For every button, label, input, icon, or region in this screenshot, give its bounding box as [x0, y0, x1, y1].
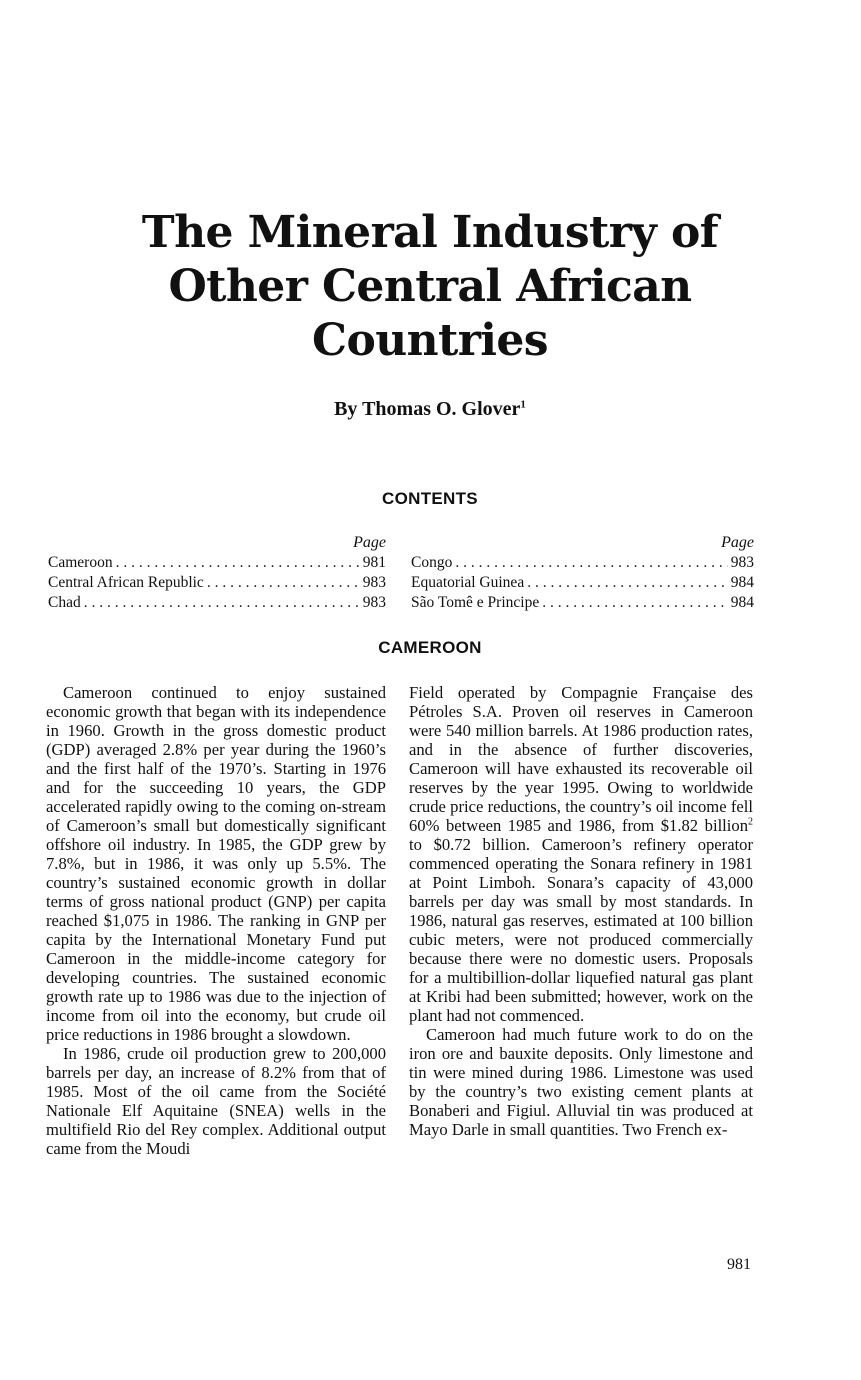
author-byline [180, 398, 680, 421]
dot-leader [116, 553, 360, 573]
page-title [80, 206, 780, 368]
text-column-left [46, 683, 386, 1158]
contents-entry-name: Cameroon [48, 554, 113, 571]
contents-entry-name: Equatorial Guinea [411, 574, 525, 591]
contents-entry[interactable] [48, 573, 386, 593]
page-column-label: Page [353, 534, 386, 551]
paragraph-text: Field operated by Compagnie Française des Pétroles S.A. Proven oil reserves in Cameroon were 540 million barrels. At 1986 production rates, and in the absence of further discoveries, Cameroon will have exhausted its recoverable oil reserves by the year 1995. Owing to worldwide crude price reductions, the country’s oil income fell 60% between 1985 and 1986, from $1.82 billion [409, 683, 753, 835]
dot-leader [84, 593, 360, 613]
dot-leader [542, 593, 728, 613]
contents-heading: CONTENTS [382, 489, 478, 508]
page-column-label: Page [721, 534, 754, 551]
contents-entry[interactable] [411, 573, 754, 593]
author-name: By Thomas O. Glover [334, 398, 521, 420]
contents-entry-name: Chad [48, 594, 81, 611]
contents-entry-page: 981 [362, 554, 386, 571]
dot-leader [207, 573, 360, 593]
contents-entry-page: 983 [730, 554, 754, 571]
contents-entry[interactable] [411, 593, 754, 613]
contents-entry-page: 983 [362, 574, 386, 591]
page-number: 981 [727, 1256, 751, 1273]
contents-entry-page: 984 [730, 574, 754, 591]
section-heading: CAMEROON [378, 638, 482, 657]
contents-entry-name: São Tomê e Principe [411, 594, 540, 611]
contents-entry[interactable] [411, 553, 754, 573]
contents-entry[interactable] [48, 553, 386, 573]
footnote-mark: 2 [748, 816, 753, 828]
text-column-right [409, 683, 753, 1139]
contents-entry-name: Congo [411, 554, 453, 571]
title-line: Countries [312, 315, 548, 366]
footnote-mark: 1 [520, 398, 526, 411]
contents-entry-page: 984 [730, 594, 754, 611]
title-line: The Mineral Industry of [141, 207, 719, 258]
contents-entry-name: Central African Republic [48, 574, 204, 591]
dot-leader [527, 573, 728, 593]
title-line: Other Central African [168, 261, 692, 312]
contents-entry[interactable] [48, 593, 386, 613]
contents-list-left [48, 533, 386, 613]
dot-leader [455, 553, 727, 573]
contents-entry-page: 983 [362, 594, 386, 611]
body-paragraph: Cameroon had much future work to do on the iron ore and bauxite deposits. Only limestone and tin were mined during 1986. Limestone was used by the country’s two existing cement plants at Bonaberi and Figiul. Alluvial tin was produced at Mayo Darle in small quantities. Two French ex- [409, 1025, 753, 1139]
paragraph-text: to $0.72 billion. Cameroon’s refinery operator commenced operating the Sonara refinery in 1981 at Point Limboh. Sonara’s capacity of 43,000 barrels per day was small by most standards. In 1986, natural gas reserves, estimated at 100 billion cubic meters, were not produced commercially because there were no domestic users. Proposals for a multibillion-dollar liquefied natural gas plant at Kribi had been submitted; however, work on the plant had not commenced. [409, 835, 753, 1025]
body-paragraph: In 1986, crude oil production grew to 200,000 barrels per day, an increase of 8.2% from that of 1985. Most of the oil came from the Société Nationale Elf Aquitaine (SNEA) wells in the multifield Rio del Rey complex. Additional output came from the Moudi [46, 1044, 386, 1158]
body-paragraph [409, 683, 753, 1025]
contents-list-right [411, 533, 754, 613]
body-paragraph: Cameroon continued to enjoy sustained economic growth that began with its independence in 1960. Growth in the gross domestic product (GDP) averaged 2.8% per year during the 1960’s and the first half of the 1970’s. Starting in 1976 and for the succeeding 10 years, the GDP accelerated rapidly owing to the coming on-stream of Cameroon’s small but domestically significant offshore oil industry. In 1985, the GDP grew by 7.8%, but in 1986, it was only up 5.5%. The country’s sustained economic growth in dollar terms of gross national product (GNP) per capita reached $1,075 in 1986. The ranking in GNP per capita by the International Monetary Fund put Cameroon in the middle-income category for developing countries. The sustained economic growth rate up to 1986 was due to the injection of income from oil into the economy, but crude oil price reductions in 1986 brought a slowdown. [46, 683, 386, 1044]
